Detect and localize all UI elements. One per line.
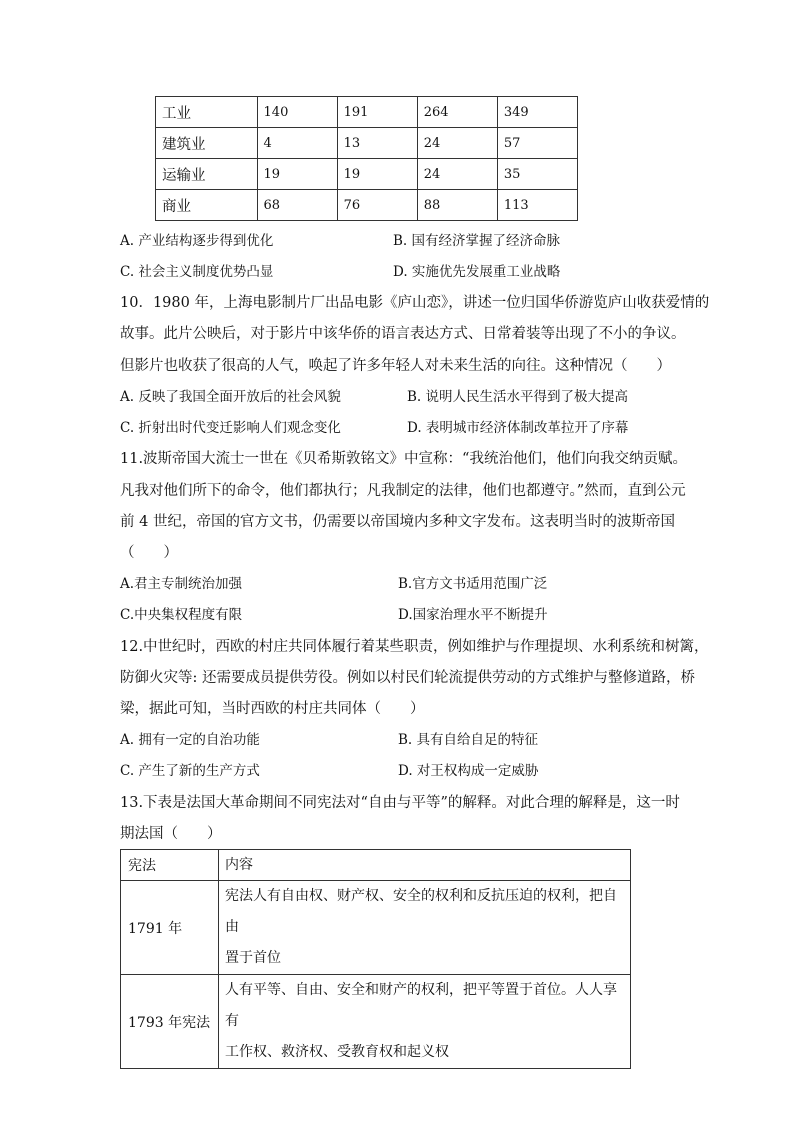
q10-option-b[interactable]: B. 说明人民生活水平得到了极大提高 xyxy=(407,389,629,405)
q13-stem-line: 期法国（ ） xyxy=(120,826,222,842)
q11-option-c[interactable]: C.中央集权程度有限 xyxy=(120,607,243,623)
content-line: 置于首位 xyxy=(225,950,281,966)
row-label: 建筑业 xyxy=(156,128,258,159)
table-cell: 24 xyxy=(417,128,497,159)
table-cell: 88 xyxy=(417,190,497,221)
table-row xyxy=(156,190,578,221)
table-row xyxy=(156,128,578,159)
content-line: 人有平等、自由、安全和财产的权利，把平等置于首位。人人享有 xyxy=(225,982,617,1029)
table-cell: 35 xyxy=(497,159,577,190)
column-header: 内容 xyxy=(219,850,631,881)
table-cell: 264 xyxy=(417,97,497,128)
table-header-row xyxy=(121,850,631,881)
q9-option-d[interactable]: D. 实施优先发展重工业战略 xyxy=(393,264,561,280)
table-cell: 19 xyxy=(337,159,417,190)
q10-stem-line: 但影片也收获了很高的人气，唤起了许多年轻人对未来生活的向往。这种情况（ ） xyxy=(120,358,671,374)
table-cell: 191 xyxy=(337,97,417,128)
table-cell: 4 xyxy=(257,128,337,159)
q12-option-b[interactable]: B. 具有自给自足的特征 xyxy=(398,732,539,748)
q9-option-c[interactable]: C. 社会主义制度优势凸显 xyxy=(120,264,274,280)
q9-option-a[interactable]: A. 产业结构逐步得到优化 xyxy=(120,233,274,249)
q11-answer-bracket: （ ） xyxy=(120,545,178,561)
q10-option-d[interactable]: D. 表明城市经济体制改革拉开了序幕 xyxy=(407,420,629,436)
constitution-table xyxy=(120,849,631,1069)
table-cell: 113 xyxy=(497,190,577,221)
q12-stem-line: 12.中世纪时，西欧的村庄共同体履行着某些职责，例如维护与作理提坝、水利系统和树篱， xyxy=(120,639,709,655)
q11-stem-line: 前 4 世纪，帝国的官方文书，仍需要以帝国境内多种文字发布。这表明当时的波斯帝国 xyxy=(120,514,675,530)
constitution-name: 1793 年宪法 xyxy=(121,975,219,1069)
q10-option-a[interactable]: A. 反映了我国全面开放后的社会风貌 xyxy=(120,389,341,405)
table-cell: 19 xyxy=(257,159,337,190)
q10-stem-line: 故事。此片公映后，对于影片中该华侨的语言表达方式、日常着装等出现了不小的争议。 xyxy=(120,326,686,342)
q12-stem-line: 梁，据此可知，当时西欧的村庄共同体（ ） xyxy=(120,701,425,717)
q12-option-c[interactable]: C. 产生了新的生产方式 xyxy=(120,763,260,779)
column-header: 宪法 xyxy=(121,850,219,881)
table-row xyxy=(121,881,631,975)
q12-stem-line: 防御火灾等: 还需要成员提供劳役。例如以村民们轮流提供劳动的方式维护与整修道路，桥 xyxy=(120,670,695,686)
table-cell: 140 xyxy=(257,97,337,128)
table-row xyxy=(156,97,578,128)
table-cell: 13 xyxy=(337,128,417,159)
industry-data-table xyxy=(155,96,578,221)
row-label: 商业 xyxy=(156,190,258,221)
q11-option-b[interactable]: B.官方文书适用范围广泛 xyxy=(398,576,548,592)
content-line: 宪法人有自由权、财产权、安全的权利和反抗压迫的权利，把自由 xyxy=(225,888,617,935)
q11-option-d[interactable]: D.国家治理水平不断提升 xyxy=(398,607,548,623)
table-cell: 24 xyxy=(417,159,497,190)
row-label: 运输业 xyxy=(156,159,258,190)
constitution-content xyxy=(219,881,631,975)
q10-option-c[interactable]: C. 折射出时代变迁影响人们观念变化 xyxy=(120,420,341,436)
content-line: 工作权、救济权、受教育权和起义权 xyxy=(225,1044,449,1060)
q11-stem-line: 11.波斯帝国大流士一世在《贝希斯敦铭文》中宣称：“我统治他们，他们向我交纳贡赋。 xyxy=(120,451,687,467)
table-row xyxy=(121,975,631,1069)
row-label: 工业 xyxy=(156,97,258,128)
table-cell: 76 xyxy=(337,190,417,221)
q10-stem-line: 10．1980 年，上海电影制片厂出品电影《庐山恋》，讲述一位归国华侨游览庐山收获爱情的 xyxy=(120,295,710,311)
constitution-content xyxy=(219,975,631,1069)
table-row xyxy=(156,159,578,190)
table-cell: 57 xyxy=(497,128,577,159)
q12-option-a[interactable]: A. 拥有一定的自治功能 xyxy=(120,732,260,748)
q12-option-d[interactable]: D. 对王权构成一定威胁 xyxy=(398,763,539,779)
constitution-name: 1791 年 xyxy=(121,881,219,975)
table-cell: 68 xyxy=(257,190,337,221)
q9-option-b[interactable]: B. 国有经济掌握了经济命脉 xyxy=(393,233,561,249)
q11-option-a[interactable]: A.君主专制统治加强 xyxy=(120,576,243,592)
q13-stem-line: 13.下表是法国大革命期间不同宪法对“自由与平等”的解释。对此合理的解释是，这一时 xyxy=(120,795,680,811)
table-cell: 349 xyxy=(497,97,577,128)
q11-stem-line: 凡我对他们所下的命令，他们都执行；凡我制定的法律，他们也都遵守。”然而，直到公元 xyxy=(120,483,686,499)
